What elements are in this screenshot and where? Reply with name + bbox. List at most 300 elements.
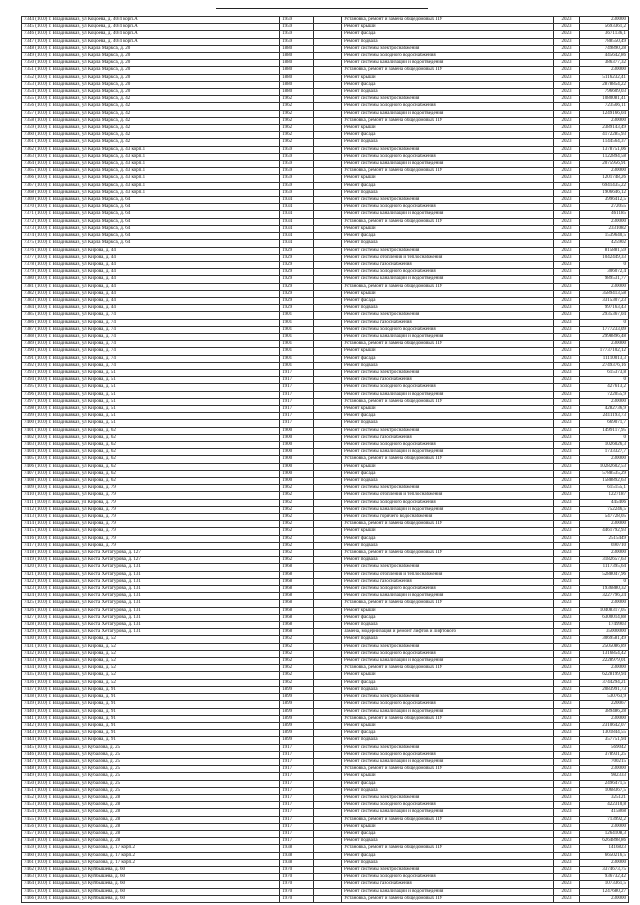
year-built-cell: 1917 — [280, 398, 314, 405]
empty-cell — [314, 247, 342, 254]
work-type-cell: Ремонт системы канализации и водоотведения — [342, 161, 554, 168]
plan-year-cell: 2023 — [553, 593, 580, 600]
empty-cell — [314, 672, 342, 679]
work-type-cell: Установка, ремонт и замена общедомовых ПУ — [342, 456, 554, 463]
empty-cell — [314, 838, 342, 845]
table-row — [22, 758, 629, 765]
work-type-cell: Ремонт подвала — [342, 859, 554, 866]
empty-cell — [314, 441, 342, 448]
plan-year-cell: 2023 — [553, 355, 580, 362]
table-row — [22, 290, 629, 297]
cost-cell: 1539640,5 — [580, 233, 629, 240]
cost-cell: 422310,8 — [580, 802, 629, 809]
empty-cell — [314, 794, 342, 801]
cost-cell: 1080081,41 — [580, 96, 629, 103]
cost-cell: 378931,25 — [580, 751, 629, 758]
plan-year-cell: 2023 — [553, 261, 580, 268]
year-built-cell: 1938 — [280, 852, 314, 859]
work-type-cell: Ремонт фасада — [342, 31, 554, 38]
table-row — [22, 744, 629, 751]
cost-cell: 230000 — [580, 168, 629, 175]
plan-year-cell: 2023 — [553, 333, 580, 340]
work-type-cell: Ремонт системы канализации и водоотведения — [342, 708, 554, 715]
year-built-cell: 1934 — [280, 225, 314, 232]
address-cell: 7382 (10.0) г. Владикавказ, ул Кирова, д. 44 — [22, 290, 280, 297]
work-type-cell: Ремонт фасада — [342, 614, 554, 621]
work-type-cell: Ремонт системы газоснабжения — [342, 377, 554, 384]
table-row — [22, 600, 629, 607]
empty-cell — [314, 17, 342, 24]
cost-cell: 6650216,5 — [580, 852, 629, 859]
work-type-cell: Установка, ремонт и замена общедомовых ПУ — [342, 398, 554, 405]
cost-cell: 2411193,73 — [580, 413, 629, 420]
table-row — [22, 557, 629, 564]
plan-year-cell: 2023 — [553, 514, 580, 521]
table-row — [22, 269, 629, 276]
table-row — [22, 38, 629, 45]
year-built-cell: 1968 — [280, 622, 314, 629]
table-row — [22, 852, 629, 859]
cost-cell: 1301844,55 — [580, 730, 629, 737]
address-cell: 7424 (10.0) г. Владикавказ, ул Коста Хетагурова, д. 131 — [22, 593, 280, 600]
year-built-cell: 1917 — [280, 823, 314, 830]
year-built-cell: 1899 — [280, 737, 314, 744]
cost-cell: 230000 — [580, 117, 629, 124]
empty-cell — [314, 514, 342, 521]
address-cell: 7452 (10.0) г. Владикавказ, ул Кубалова, д. 28 — [22, 794, 280, 801]
plan-year-cell: 2023 — [553, 478, 580, 485]
table-row — [22, 117, 629, 124]
empty-cell — [314, 398, 342, 405]
work-type-cell: Ремонт системы канализации и водоотведения — [342, 60, 554, 67]
empty-cell — [314, 607, 342, 614]
cost-cell: 722055,9 — [580, 391, 629, 398]
cost-cell: 936732,42 — [580, 874, 629, 881]
plan-year-cell: 2023 — [553, 326, 580, 333]
empty-cell — [314, 485, 342, 492]
empty-cell — [314, 240, 342, 247]
address-cell: 7417 (10.0) г. Владикавказ, ул Кирова, д. 79 — [22, 542, 280, 549]
empty-cell — [314, 31, 342, 38]
year-built-cell: 1962 — [280, 96, 314, 103]
empty-cell — [314, 614, 342, 621]
cost-cell: 3315307,23 — [580, 297, 629, 304]
empty-cell — [314, 780, 342, 787]
address-cell: 7460 (10.0) г. Владикавказ, ул Кубалова, д. 17 корп.2 — [22, 852, 280, 859]
plan-year-cell: 2023 — [553, 636, 580, 643]
year-built-cell: 1917 — [280, 809, 314, 816]
table-row — [22, 564, 629, 571]
table-row — [22, 478, 629, 485]
address-cell: 7459 (10.0) г. Владикавказ, ул Кубалова, д. 17 корп.2 — [22, 845, 280, 852]
work-type-cell: Ремонт системы канализации и водоотведения — [342, 211, 554, 218]
empty-cell — [314, 175, 342, 182]
empty-cell — [314, 405, 342, 412]
address-cell: 7404 (10.0) г. Владикавказ, ул Кирова, д. 62 — [22, 449, 280, 456]
empty-cell — [314, 679, 342, 686]
year-built-cell: 1917 — [280, 780, 314, 787]
year-built-cell: 1934 — [280, 218, 314, 225]
empty-cell — [314, 492, 342, 499]
year-built-cell: 1962 — [280, 658, 314, 665]
year-built-cell: 1917 — [280, 744, 314, 751]
table-row — [22, 247, 629, 254]
table-row — [22, 96, 629, 103]
table-row — [22, 45, 629, 52]
table-row — [22, 780, 629, 787]
table-row — [22, 643, 629, 650]
year-built-cell: 1962 — [280, 485, 314, 492]
address-cell: 7353 (10.0) г. Владикавказ, ул Карла Маркса, д. 20 — [22, 81, 280, 88]
work-type-cell: Ремонт системы холодного водоснабжения — [342, 586, 554, 593]
year-built-cell: 1959 — [280, 168, 314, 175]
cost-cell: 3996412,5 — [580, 197, 629, 204]
table-row — [22, 470, 629, 477]
plan-year-cell: 2023 — [553, 146, 580, 153]
empty-cell — [314, 744, 342, 751]
address-cell: 7400 (10.0) г. Владикавказ, ул Кирова, д. 51 — [22, 420, 280, 427]
work-type-cell: Ремонт крыши — [342, 225, 554, 232]
table-row — [22, 125, 629, 132]
work-type-cell: Ремонт фасада — [342, 852, 554, 859]
address-cell: 7466 (10.0) г. Владикавказ, ул Куйбышева, д. 60 — [22, 895, 280, 902]
work-type-cell: Ремонт подвала — [342, 305, 554, 312]
address-cell: 7376 (10.0) г. Владикавказ, ул Кирова, д. 44 — [22, 247, 280, 254]
table-row — [22, 53, 629, 60]
cost-cell: 230000 — [580, 456, 629, 463]
work-type-cell: Ремонт системы холодного водоснабжения — [342, 441, 554, 448]
address-cell: 7386 (10.0) г. Владикавказ, ул Кирова, д. 74 — [22, 319, 280, 326]
empty-cell — [314, 96, 342, 103]
table-row — [22, 593, 629, 600]
work-type-cell: Установка, ремонт и замена общедомовых ПУ — [342, 715, 554, 722]
empty-cell — [314, 427, 342, 434]
address-cell: 7356 (10.0) г. Владикавказ, ул Карла Маркса, д. 42 — [22, 103, 280, 110]
table-row — [22, 89, 629, 96]
cost-cell: 230000 — [580, 600, 629, 607]
table-row — [22, 305, 629, 312]
plan-year-cell: 2023 — [553, 859, 580, 866]
table-row — [22, 369, 629, 376]
table-row — [22, 362, 629, 369]
work-type-cell: Ремонт подвала — [342, 636, 554, 643]
year-built-cell: 1962 — [280, 679, 314, 686]
plan-year-cell: 2023 — [553, 586, 580, 593]
cost-cell: 2331082 — [580, 225, 629, 232]
table-row — [22, 204, 629, 211]
empty-cell — [314, 650, 342, 657]
table-row — [22, 391, 629, 398]
cost-cell: 10408317,05 — [580, 607, 629, 614]
table-row — [22, 225, 629, 232]
table-row — [22, 161, 629, 168]
year-built-cell: 1934 — [280, 204, 314, 211]
work-type-cell: Установка, ремонт и замена общедомовых ПУ — [342, 341, 554, 348]
table-row — [22, 730, 629, 737]
work-type-cell: Установка, ремонт и замена общедомовых ПУ — [342, 67, 554, 74]
empty-cell — [314, 629, 342, 636]
empty-cell — [314, 305, 342, 312]
address-cell: 7373 (10.0) г. Владикавказ, ул Карла Маркса, д. 64 — [22, 225, 280, 232]
table-row — [22, 312, 629, 319]
table-row — [22, 211, 629, 218]
address-cell: 7425 (10.0) г. Владикавказ, ул Коста Хетагурова, д. 131 — [22, 600, 280, 607]
year-built-cell: 1899 — [280, 730, 314, 737]
address-cell: 7368 (10.0) г. Владикавказ, ул Карла Маркса, д. 43 корп.1 — [22, 189, 280, 196]
address-cell: 7409 (10.0) г. Владикавказ, ул Кирова, д. 79 — [22, 485, 280, 492]
table-row — [22, 816, 629, 823]
empty-cell — [314, 182, 342, 189]
plan-year-cell: 2023 — [553, 211, 580, 218]
empty-cell — [314, 823, 342, 830]
empty-cell — [314, 845, 342, 852]
table-row — [22, 672, 629, 679]
work-type-cell: Ремонт системы канализации и водоотведения — [342, 449, 554, 456]
plan-year-cell: 2023 — [553, 45, 580, 52]
year-built-cell: 1970 — [280, 895, 314, 902]
table-row — [22, 658, 629, 665]
table-row — [22, 233, 629, 240]
year-built-cell: 1901 — [280, 348, 314, 355]
plan-year-cell: 2023 — [553, 233, 580, 240]
work-type-cell: Ремонт крыши — [342, 823, 554, 830]
address-cell: 7384 (10.0) г. Владикавказ, ул Кирова, д. 44 — [22, 305, 280, 312]
address-cell: 7462 (10.0) г. Владикавказ, ул Куйбышева, д. 60 — [22, 866, 280, 873]
empty-cell — [314, 333, 342, 340]
cost-cell: 1749903 — [580, 622, 629, 629]
plan-year-cell: 2023 — [553, 600, 580, 607]
empty-cell — [314, 276, 342, 283]
empty-cell — [314, 377, 342, 384]
work-type-cell: Ремонт системы электроснабжения — [342, 744, 554, 751]
table-row — [22, 384, 629, 391]
address-cell: 7456 (10.0) г. Владикавказ, ул Кубалова, д. 28 — [22, 823, 280, 830]
address-cell: 7437 (10.0) г. Владикавказ, ул Кирова, д. 91 — [22, 686, 280, 693]
address-cell: 7387 (10.0) г. Владикавказ, ул Кирова, д. 74 — [22, 326, 280, 333]
plan-year-cell: 2023 — [553, 737, 580, 744]
year-built-cell: 1917 — [280, 794, 314, 801]
empty-cell — [314, 283, 342, 290]
work-type-cell: Установка, ремонт и замена общедомовых ПУ — [342, 816, 554, 823]
year-built-cell: 1962 — [280, 117, 314, 124]
empty-cell — [314, 456, 342, 463]
table-row — [22, 254, 629, 261]
work-type-cell: Ремонт системы газоснабжения — [342, 881, 554, 888]
work-type-cell: Ремонт системы канализации и водоотведения — [342, 506, 554, 513]
plan-year-cell: 2023 — [553, 463, 580, 470]
empty-cell — [314, 67, 342, 74]
cost-cell: 2075956,91 — [580, 161, 629, 168]
work-type-cell: Ремонт системы газоснабжения — [342, 578, 554, 585]
cost-cell: 749890,28 — [580, 45, 629, 52]
work-type-cell: Ремонт фасада — [342, 182, 554, 189]
table-row — [22, 24, 629, 31]
cost-cell: 997163,43 — [580, 305, 629, 312]
plan-year-cell: 2023 — [553, 449, 580, 456]
address-cell: 7344 (10.0) г. Владикавказ, ул Коцоева, д. 40/4 корп.А — [22, 17, 280, 24]
cost-cell: 982333 — [580, 773, 629, 780]
address-cell: 7434 (10.0) г. Владикавказ, ул Кирова, д. 52 — [22, 665, 280, 672]
year-built-cell: 1929 — [280, 247, 314, 254]
work-type-cell: Ремонт крыши — [342, 773, 554, 780]
empty-cell — [314, 506, 342, 513]
cost-cell: 386377,32 — [580, 60, 629, 67]
year-built-cell: 1934 — [280, 233, 314, 240]
empty-cell — [314, 420, 342, 427]
empty-cell — [314, 297, 342, 304]
plan-year-cell: 2023 — [553, 377, 580, 384]
work-type-cell: Ремонт системы холодного водоснабжения — [342, 269, 554, 276]
work-type-cell: Ремонт системы электроснабжения — [342, 564, 554, 571]
address-cell: 7380 (10.0) г. Владикавказ, ул Кирова, д. 44 — [22, 276, 280, 283]
table-row — [22, 686, 629, 693]
cost-cell: 4461792,93 — [580, 528, 629, 535]
empty-cell — [314, 766, 342, 773]
year-built-cell: 1900 — [280, 463, 314, 470]
plan-year-cell: 2023 — [553, 672, 580, 679]
empty-cell — [314, 470, 342, 477]
table-row — [22, 722, 629, 729]
work-type-cell: Ремонт крыши — [342, 607, 554, 614]
address-cell: 7447 (10.0) г. Владикавказ, ул Кубалова, д. 25 — [22, 758, 280, 765]
year-built-cell: 1962 — [280, 139, 314, 146]
table-row — [22, 787, 629, 794]
cost-cell: 230000 — [580, 823, 629, 830]
plan-year-cell: 2023 — [553, 708, 580, 715]
table-row — [22, 650, 629, 657]
table-row — [22, 413, 629, 420]
work-type-cell: Ремонт системы газоснабжения — [342, 434, 554, 441]
cost-cell: 11110013,3 — [580, 355, 629, 362]
table-row — [22, 571, 629, 578]
plan-year-cell: 2023 — [553, 74, 580, 81]
cost-cell: 445406 — [580, 499, 629, 506]
cost-cell: 1122894,58 — [580, 153, 629, 160]
work-type-cell: Ремонт фасада — [342, 233, 554, 240]
table-row — [22, 830, 629, 837]
empty-cell — [314, 830, 342, 837]
year-built-cell: 1970 — [280, 866, 314, 873]
cost-cell: 4172285,93 — [580, 132, 629, 139]
cost-cell: 230000 — [580, 550, 629, 557]
address-cell: 7394 (10.0) г. Владикавказ, ул Кирова, д. 51 — [22, 377, 280, 384]
empty-cell — [314, 686, 342, 693]
table-row — [22, 276, 629, 283]
address-cell: 7362 (10.0) г. Владикавказ, ул Карла Маркса, д. 43 корп.1 — [22, 146, 280, 153]
empty-cell — [314, 701, 342, 708]
address-cell: 7451 (10.0) г. Владикавказ, ул Кубалова, д. 25 — [22, 787, 280, 794]
year-built-cell: 1900 — [280, 456, 314, 463]
plan-year-cell: 2023 — [553, 434, 580, 441]
empty-cell — [314, 168, 342, 175]
year-built-cell: 1968 — [280, 578, 314, 585]
cost-cell: 306072,4 — [580, 269, 629, 276]
work-type-cell: Ремонт системы холодного водоснабжения — [342, 103, 554, 110]
address-cell: 7388 (10.0) г. Владикавказ, ул Кирова, д. 74 — [22, 333, 280, 340]
plan-year-cell: 2023 — [553, 773, 580, 780]
address-cell: 7348 (10.0) г. Владикавказ, ул Карла Маркса, д. 20 — [22, 45, 280, 52]
table-row — [22, 427, 629, 434]
address-cell: 7363 (10.0) г. Владикавказ, ул Карла Маркса, д. 43 корп.1 — [22, 153, 280, 160]
plan-year-cell: 2023 — [553, 189, 580, 196]
work-type-cell: Ремонт подвала — [342, 787, 554, 794]
year-built-cell: 1959 — [280, 153, 314, 160]
plan-year-cell: 2023 — [553, 391, 580, 398]
address-cell: 7438 (10.0) г. Владикавказ, ул Кирова, д. 91 — [22, 694, 280, 701]
work-type-cell: Установка, ремонт и замена общедомовых ПУ — [342, 665, 554, 672]
year-built-cell: 1962 — [280, 557, 314, 564]
year-built-cell: 1917 — [280, 758, 314, 765]
year-built-cell: 1917 — [280, 838, 314, 845]
empty-cell — [314, 434, 342, 441]
year-built-cell: 1917 — [280, 751, 314, 758]
work-type-cell: Ремонт системы канализации и водоотведения — [342, 391, 554, 398]
table-row — [22, 802, 629, 809]
cost-cell: 2228979,01 — [580, 658, 629, 665]
table-row — [22, 197, 629, 204]
cost-cell: 1249166,04 — [580, 110, 629, 117]
address-cell: 7354 (10.0) г. Владикавказ, ул Карла Маркса, д. 20 — [22, 89, 280, 96]
plan-year-cell: 2023 — [553, 139, 580, 146]
table-row — [22, 694, 629, 701]
cost-cell: 1777233,09 — [580, 326, 629, 333]
cost-cell: 0 — [580, 377, 629, 384]
empty-cell — [314, 557, 342, 564]
address-cell: 7398 (10.0) г. Владикавказ, ул Кирова, д. 51 — [22, 405, 280, 412]
work-type-cell: Ремонт системы канализации и водоотведения — [342, 276, 554, 283]
plan-year-cell: 2023 — [553, 427, 580, 434]
cost-cell: 2389143,49 — [580, 125, 629, 132]
plan-year-cell: 2023 — [553, 290, 580, 297]
cost-cell: 6264898,86 — [580, 838, 629, 845]
address-cell: 7383 (10.0) г. Владикавказ, ул Кирова, д. 44 — [22, 297, 280, 304]
cost-cell: 2505086,89 — [580, 643, 629, 650]
work-type-cell: Ремонт крыши — [342, 348, 554, 355]
work-type-cell: Установка, ремонт и замена общедомовых ПУ — [342, 168, 554, 175]
cost-cell: 713992,2 — [580, 816, 629, 823]
year-built-cell: 1970 — [280, 881, 314, 888]
plan-year-cell: 2023 — [553, 866, 580, 873]
empty-cell — [314, 211, 342, 218]
empty-cell — [314, 874, 342, 881]
plan-year-cell: 2023 — [553, 240, 580, 247]
address-cell: 7412 (10.0) г. Владикавказ, ул Кирова, д. 79 — [22, 506, 280, 513]
table-row — [22, 240, 629, 247]
table-row — [22, 766, 629, 773]
address-cell: 7359 (10.0) г. Владикавказ, ул Карла Маркса, д. 42 — [22, 125, 280, 132]
table-row — [22, 333, 629, 340]
address-cell: 7381 (10.0) г. Владикавказ, ул Кирова, д. 44 — [22, 283, 280, 290]
year-built-cell: 1962 — [280, 650, 314, 657]
cost-cell: 1042449,33 — [580, 254, 629, 261]
table-row — [22, 103, 629, 110]
empty-cell — [314, 816, 342, 823]
cost-cell: 220067 — [580, 701, 629, 708]
cost-cell: 461185 — [580, 211, 629, 218]
year-built-cell: 1929 — [280, 283, 314, 290]
work-type-cell: Установка, ремонт и замена общедомовых ПУ — [342, 17, 554, 24]
cost-cell: 1227187 — [580, 492, 629, 499]
cost-cell: 1144564,37 — [580, 139, 629, 146]
address-cell: 7426 (10.0) г. Владикавказ, ул Коста Хетагурова, д. 131 — [22, 607, 280, 614]
plan-year-cell: 2023 — [553, 38, 580, 45]
table-row — [22, 607, 629, 614]
work-type-cell: Ремонт системы электроснабжения — [342, 96, 554, 103]
plan-year-cell: 2023 — [553, 492, 580, 499]
empty-cell — [314, 45, 342, 52]
plan-year-cell: 2023 — [553, 182, 580, 189]
empty-cell — [314, 643, 342, 650]
